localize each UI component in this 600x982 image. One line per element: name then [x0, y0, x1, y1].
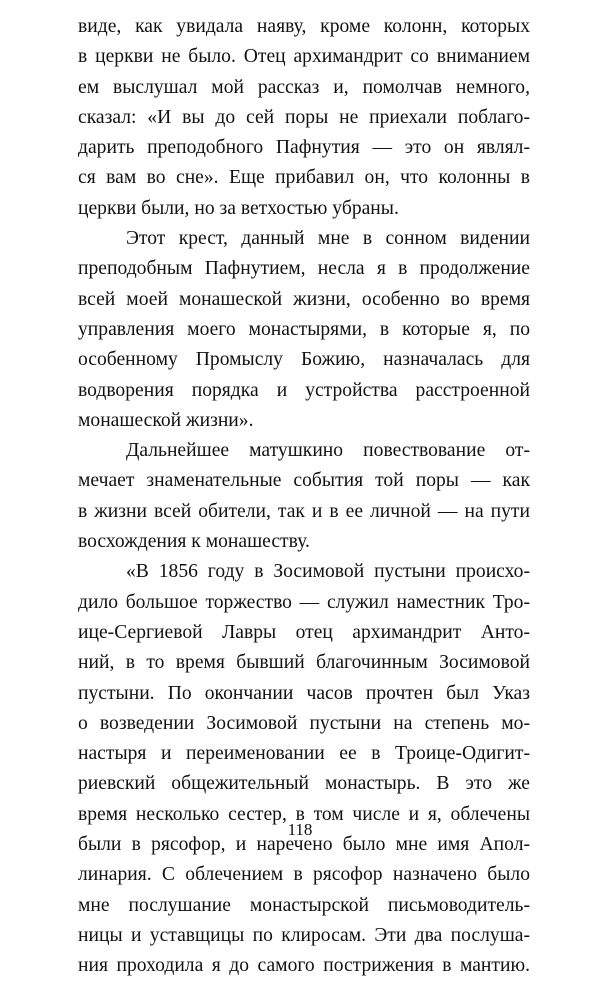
text-line: линария. С облечением в рясофор назначено было [78, 864, 530, 886]
text-line: ем выслушал мой рассказ и, помолчав немного, [78, 76, 530, 98]
text-line: церкви были, но за ветхостью убраны. [78, 197, 399, 219]
text-line: риевский общежительный монастырь. В это же [78, 773, 530, 795]
text-line: время несколько сестер, в том числе и я, облечены [78, 803, 530, 825]
paragraph-2 [78, 224, 530, 436]
text-line: мне послушание монастырской письмоводитель- [78, 894, 530, 916]
text-line: монашеской жизни». [78, 409, 254, 431]
text-line: особенному Промыслу Божию, назначалась для [78, 349, 530, 371]
paragraph-3 [78, 436, 530, 557]
text-line: пустыни. По окончании часов прочтен был Указ [78, 682, 530, 704]
text-line: ния проходила я до самого пострижения в мантию. [78, 955, 530, 977]
text-line: в церкви не было. Отец архимандрит со вниманием [78, 46, 530, 68]
text-line: сказал: «И вы до сей поры не приехали поблаго- [78, 106, 530, 128]
page-number: 118 [287, 820, 313, 839]
text-line: были в рясофор, и наречено было мне имя Апол- [78, 834, 530, 856]
text-line: Этот крест, данный мне в сонном видении [126, 228, 530, 250]
text-line: виде, как увидала наяву, кроме колонн, которых [78, 16, 530, 37]
text-line: в жизни всей обители, так и в ее личной — на пути [78, 500, 530, 522]
text-line: восхождения к монашеству. [78, 531, 310, 553]
text-line: ся вам во сне». Еще прибавил он, что колонны в [78, 167, 530, 189]
text-line: мечает знаменательные события той поры — как [78, 470, 530, 492]
text-line: ний, в то время бывший благочинным Зосимовой [78, 652, 530, 674]
text-line: настыря и переименовании ее в Троице-Одигит- [78, 743, 530, 765]
text-line: управления моего монастырями, в которые я, по [78, 318, 530, 340]
text-line: ницы и уставщицы по клиросам. Эти два послуша- [78, 924, 530, 946]
text-line: дило большое торжество — служил наместник Тро- [78, 591, 530, 613]
text-line: дарить преподобного Пафнутия — это он являл- [78, 137, 530, 159]
text-line: преподобным Пафнутием, несла я в продолжение [78, 258, 530, 280]
text-line: Дальнейшее матушкино повествование от- [126, 440, 530, 462]
text-line: «В 1856 году в Зосимовой пустыни происхо- [126, 561, 530, 583]
text-line: о возведении Зосимовой пустыни на степень мо- [78, 712, 530, 734]
text-line: ице-Сергиевой Лавры отец архимандрит Анто- [78, 621, 530, 643]
text-line: всей моей монашеской жизни, особенно во время [78, 288, 530, 310]
paragraph-1 [78, 12, 530, 224]
text-line: водворения порядка и устройства расстроенной [78, 379, 530, 401]
paragraph-4 [78, 557, 530, 981]
